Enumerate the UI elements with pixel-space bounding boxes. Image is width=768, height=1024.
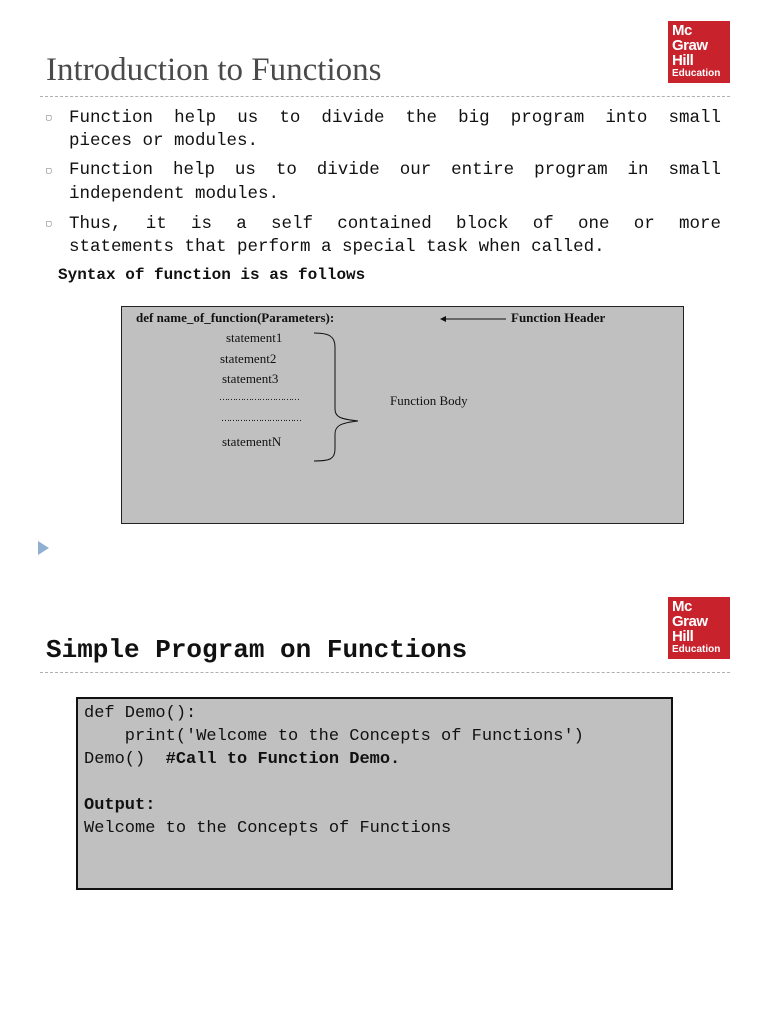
mcgraw-hill-logo: [668, 21, 730, 83]
logo-line4: Education: [672, 68, 721, 79]
code-line-2: print('Welcome to the Concepts of Functions'): [84, 727, 584, 746]
output-label: Output:: [84, 796, 156, 815]
square-bullet-icon: ▢: [46, 113, 52, 123]
logo-line1: Mc: [672, 22, 692, 39]
code-comment: #Call to Function Demo.: [165, 750, 401, 769]
header-arrow-icon: [440, 313, 510, 325]
statement-ellipsis-2: …………………………: [221, 413, 301, 423]
logo-line1: Mc: [672, 598, 692, 615]
code-call: Demo(): [84, 750, 166, 769]
statement-1: statement1: [226, 330, 283, 345]
syntax-heading: Syntax of function is as follows: [58, 266, 366, 284]
logo-line2: Graw: [672, 613, 708, 630]
statement-2: statement2: [220, 351, 277, 366]
bullet-1-line1: Function help us to divide the big program into small: [69, 108, 721, 128]
bullet-3-line2: statements that perform a special task when called.: [69, 237, 605, 257]
function-syntax-diagram: [121, 306, 684, 524]
title-divider: [40, 672, 730, 673]
logo-line4: Education: [672, 644, 721, 655]
statement-ellipsis-1: …………………………: [219, 392, 299, 402]
code-line-1: def Demo():: [84, 704, 197, 723]
curly-brace-icon: [312, 331, 362, 463]
statement-n: statementN: [222, 434, 282, 449]
function-body-label: Function Body: [390, 393, 468, 408]
title-divider: [40, 96, 730, 97]
output-text: Welcome to the Concepts of Functions: [84, 819, 452, 838]
statement-3: statement3: [222, 371, 279, 386]
function-header-label: Function Header: [511, 310, 606, 325]
logo-line3: Hill: [672, 628, 694, 645]
slide2-title: Simple Program on Functions: [46, 635, 468, 665]
play-triangle-icon: [37, 540, 51, 556]
function-header-code: def name_of_function(Parameters):: [136, 310, 335, 325]
bullet-3-line1: Thus, it is a self contained block of one or more: [69, 214, 721, 234]
bullet-2-line2: independent modules.: [69, 184, 280, 204]
logo-line2: Graw: [672, 37, 708, 54]
code-line-3: [84, 748, 400, 771]
slide1-title: Introduction to Functions: [46, 52, 382, 88]
mcgraw-hill-logo: [668, 597, 730, 659]
logo-line3: Hill: [672, 52, 694, 69]
bullet-2-line1: Function help us to divide our entire program in small: [69, 160, 721, 180]
square-bullet-icon: ▢: [46, 166, 52, 176]
bullet-1-line2: pieces or modules.: [69, 131, 259, 151]
square-bullet-icon: ▢: [46, 219, 52, 229]
